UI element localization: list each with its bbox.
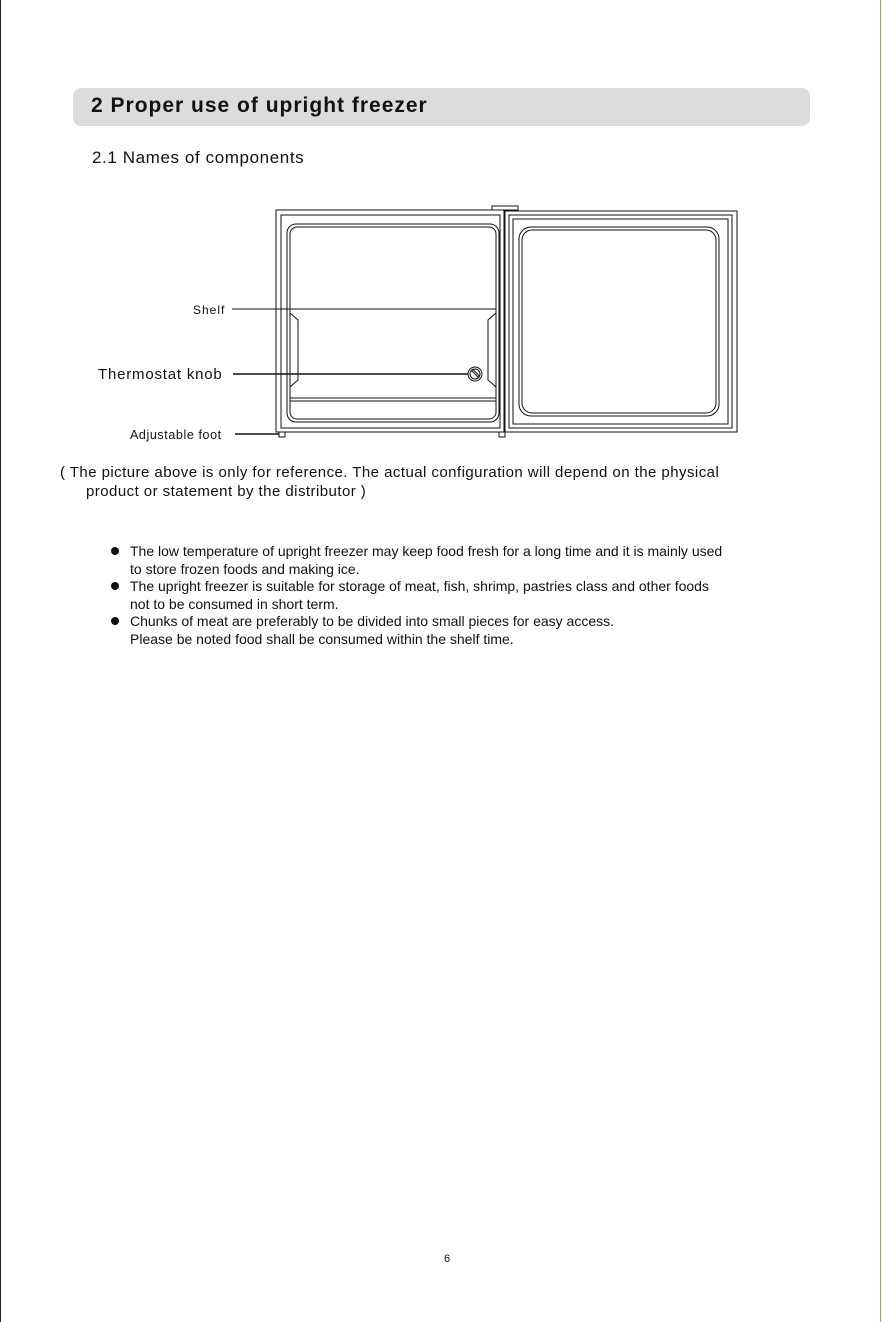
note-line-2: product or statement by the distributor ) [86, 483, 367, 500]
list-item [110, 543, 830, 578]
bullet-line: Please be noted food shall be consumed within the shelf time. [130, 630, 514, 647]
door-gasket [519, 227, 719, 416]
door-outline [504, 211, 737, 432]
bullet-icon [111, 547, 119, 555]
section-title: 2 Proper use of upright freezer [91, 94, 428, 117]
freezer-diagram [0, 0, 883, 460]
adjustable-foot-label: Adjustable foot [130, 428, 222, 442]
adjustable-foot-left [279, 432, 285, 437]
shelf-rail-left [290, 313, 298, 387]
reference-note [60, 463, 840, 501]
door-frame [509, 215, 732, 428]
note-line-1: ( The picture above is only for reference. The actual configuration will depend on the physical [60, 464, 720, 481]
thermostat-knob-label: Thermostat knob [98, 366, 223, 383]
bullet-line: Chunks of meat are preferably to be divided into small pieces for easy access. [130, 613, 615, 629]
subsection-title: 2.1 Names of components [92, 148, 305, 167]
cabinet-outline [276, 210, 505, 432]
top-hinge [492, 206, 518, 210]
shelf-label: Shelf [193, 303, 226, 317]
cabinet-inner-frame [281, 215, 500, 428]
cabinet-liner [287, 224, 499, 422]
bullet-line: The low temperature of upright freezer may keep food fresh for a long time and it is mainly used [130, 543, 723, 559]
list-item [110, 613, 830, 648]
bullet-line: not to be consumed in short term. [130, 595, 339, 612]
adjustable-foot-right [499, 432, 505, 437]
cabinet-liner-inner [290, 227, 496, 419]
page-number: 6 [444, 1253, 451, 1265]
bullet-icon [111, 617, 119, 625]
bullet-icon [111, 582, 119, 590]
list-item [110, 578, 830, 613]
usage-bullets [110, 543, 830, 648]
bullet-line: to store frozen foods and making ice. [130, 560, 360, 577]
shelf-rail-right [488, 313, 496, 387]
bullet-line: The upright freezer is suitable for storage of meat, fish, shrimp, pastries class and other foods [130, 578, 709, 594]
